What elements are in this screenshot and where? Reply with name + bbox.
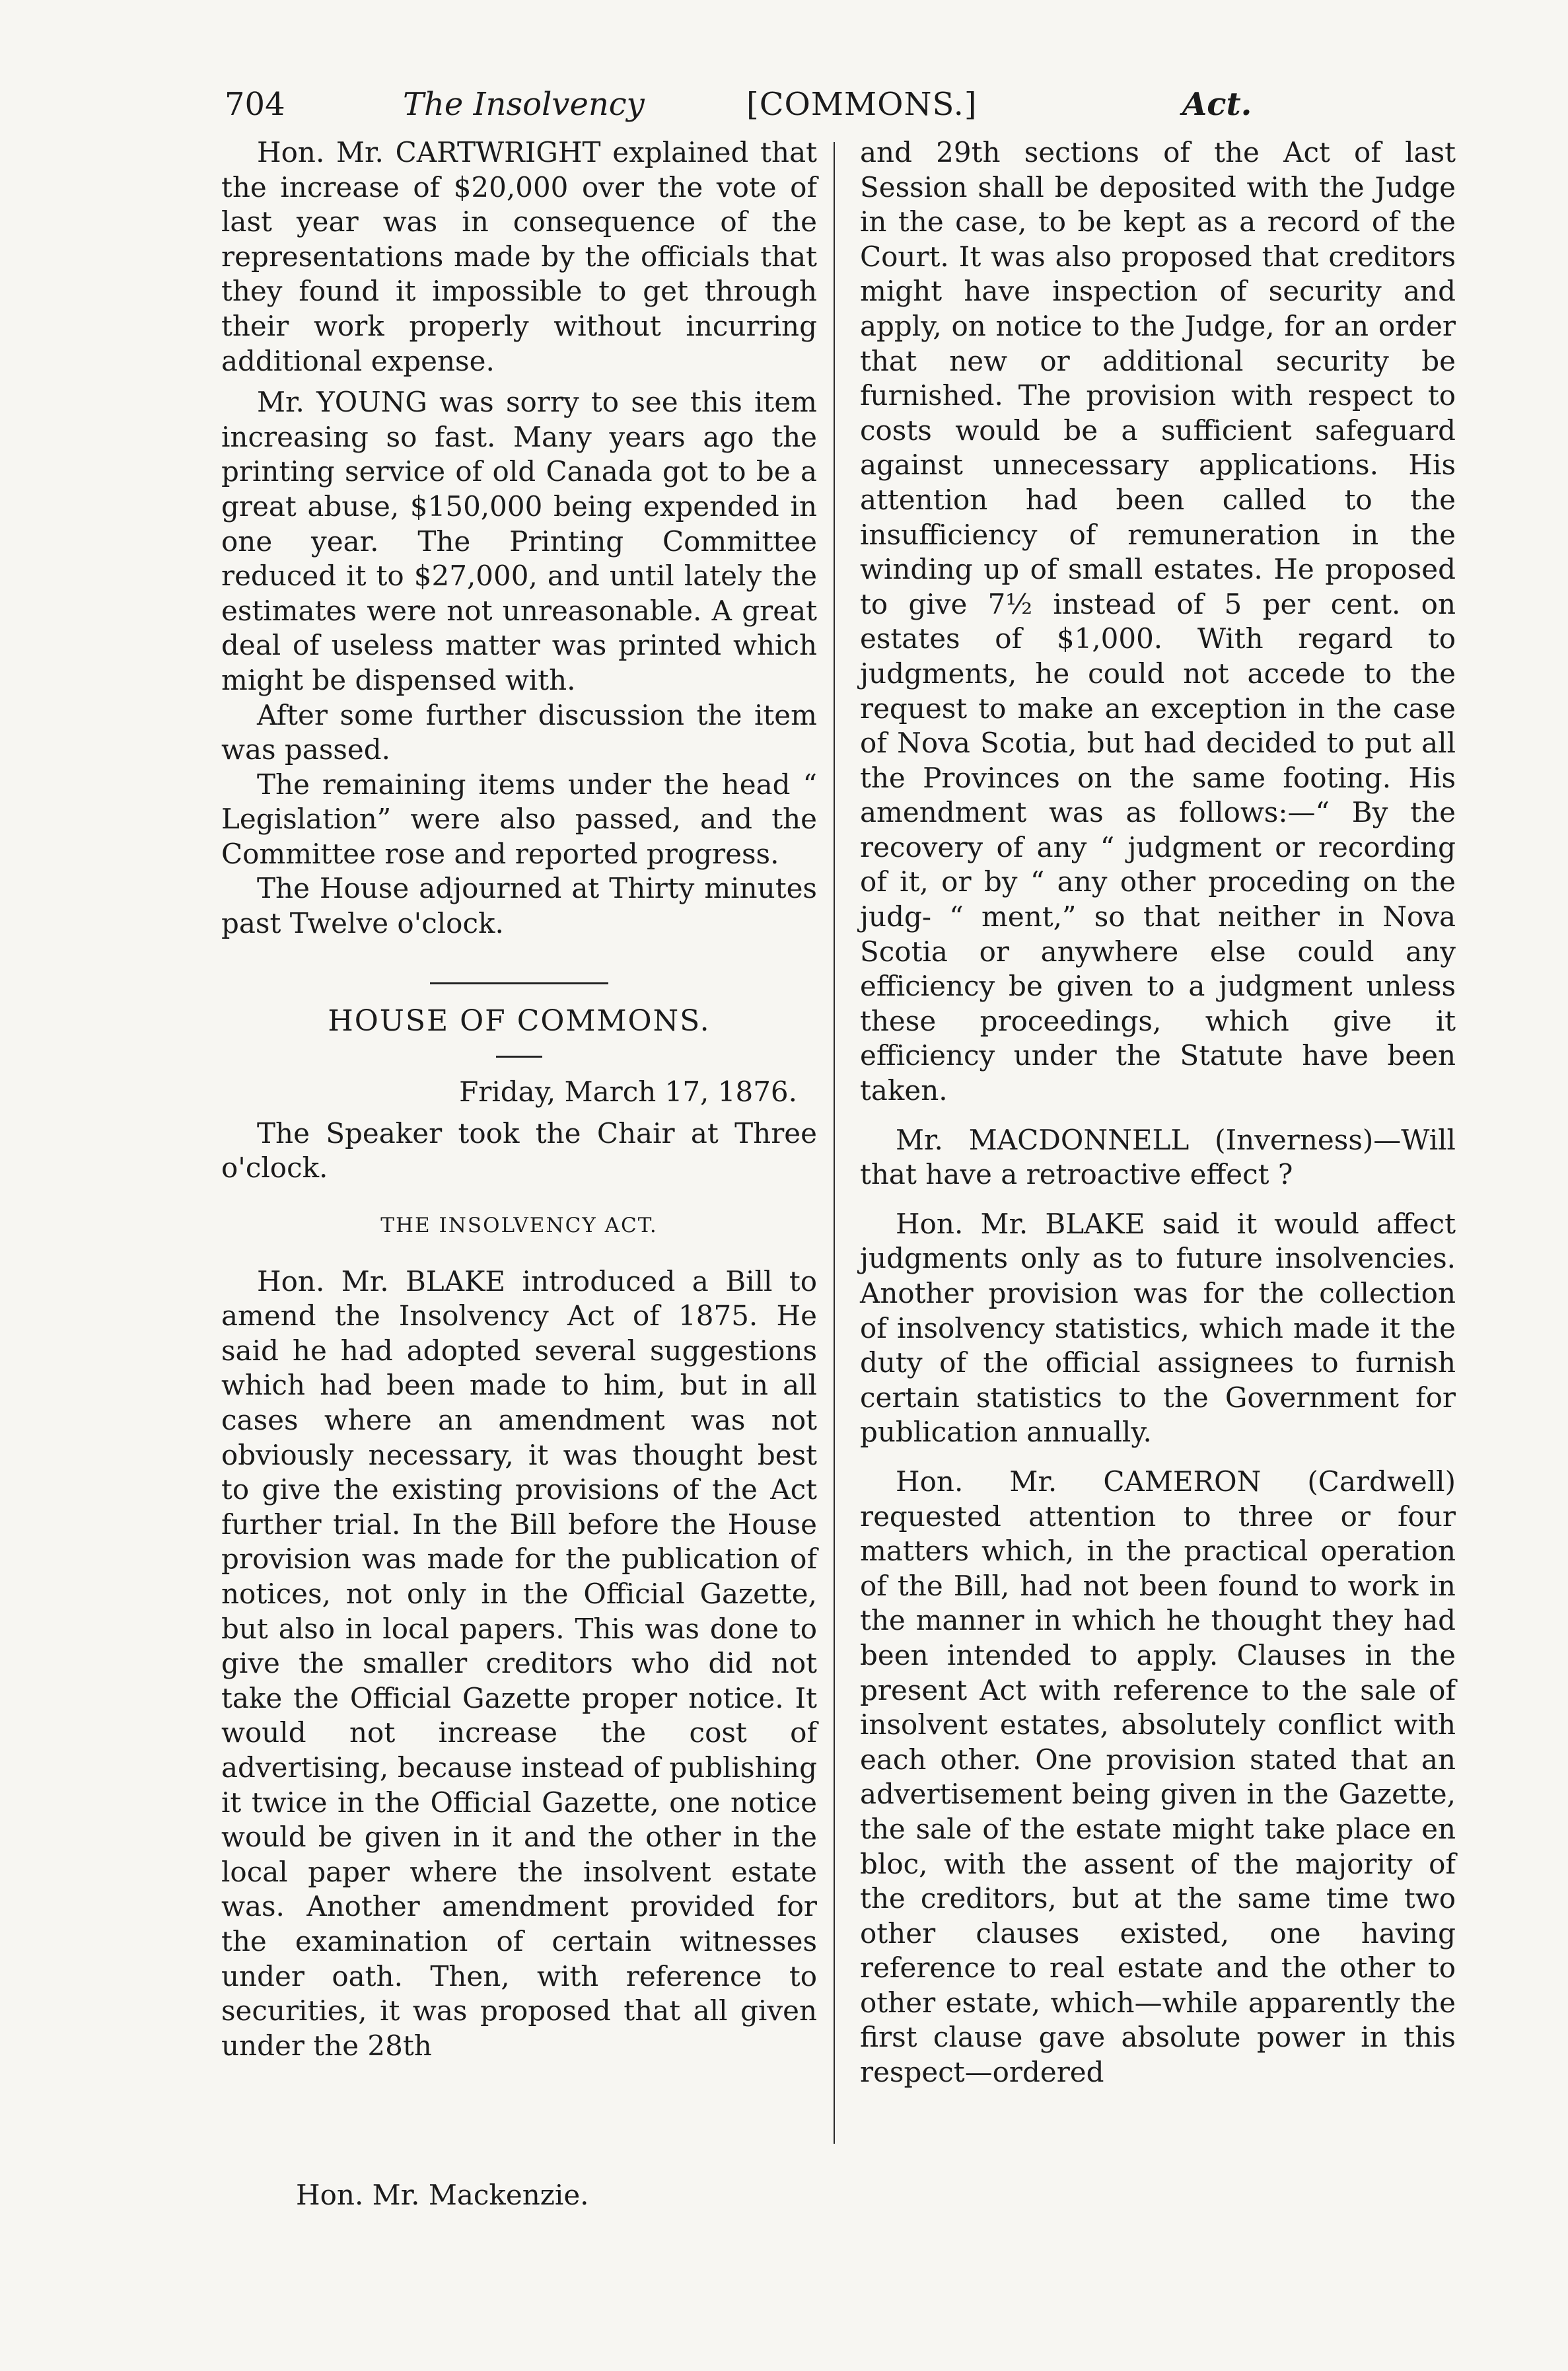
left-column: [221, 135, 817, 2063]
sitting-date: Friday, March 17, 1876.: [459, 1076, 797, 1109]
act-heading: THE INSOLVENCY ACT.: [380, 1214, 658, 1238]
paragraph-blake: Hon. Mr. BLAKE introduced a Bill to amend the Insolvency Act of 1875. He said he had adopted several suggestions which had been made to him, but in all cases where an amendment was not obviously necessary, it was thought best to give the existing provisions of the Act further trial. In the Bill before the House provision was made for the publication of notices, not only in the Official Gazette, but also in local papers. This was done to give the smaller creditors who did not take the Official Gazette proper notice. It would not increase the cost of advertising, because instead of publishing it twice in the Official Gazette, one notice would be given in it and the other in the local paper where the insolvent estate was. Another amendment provided for the examination of certain witnesses under oath. Then, with reference to securities, it was proposed that all given under the 28th: [221, 1264, 817, 2062]
paragraph-discussion: After some further discussion the item was passed.: [221, 698, 817, 766]
page-number: 704: [225, 86, 285, 123]
column-rule: [834, 142, 835, 2144]
paragraph-blake-continued: and 29th sections of the Act of last Session shall be deposited with the Judge in the case, to be kept as a record of the Court. It was also proposed that creditors might have inspection of security and apply, on notice to the Judge, for an order that new or additional security be furnished. The provision with respect to costs would be a sufficient safeguard against unnecessary applications. His attention had been called to the insufficiency of remuneration in the winding up of small estates. He proposed to give 7½ instead of 5 per cent. on estates of $1,000. With regard to judgments, he could not accede to the request to make an exception in the case of Nova Scotia, but had decided to put all the Provinces on the same footing. His amendment was as follows:—“ By the recovery of any “ judgment or recording of it, or by “ any other proceding on the judg- “ ment,” so that neither in Nova Scotia or anywhere else could any efficiency be given to a judgment unless these proceedings, which give it efficiency under the Statute have been taken.: [860, 136, 1456, 1107]
running-header: [225, 78, 1314, 131]
header-house: [COMMONS.]: [746, 86, 978, 123]
paragraph-adjourned: The House adjourned at Thirty minutes past Twelve o'clock.: [221, 872, 817, 940]
paragraph-cartwright: Hon. Mr. CARTWRIGHT explained that the increase of $20,000 over the vote of last year was in consequence of the representations made by the officials that they found it impossible to get through their work properly without incurring additional expense.: [221, 136, 817, 377]
header-act: Act.: [1182, 86, 1252, 123]
house-heading: HOUSE OF COMMONS.: [328, 1003, 711, 1038]
heading-divider: [496, 1056, 542, 1058]
paragraph-speaker: The Speaker took the Chair at Three o'clock.: [221, 1116, 817, 1185]
section-divider: [430, 982, 608, 984]
catchword: Hon. Mr. Mackenzie.: [296, 2179, 589, 2211]
paragraph-young: Mr. YOUNG was sorry to see this item increasing so fast. Many years ago the printing service of old Canada got to be a great abuse, $150,000 being expended in one year. The Printing Committee reduced it to $27,000, and until lately the estimates were not unreasonable. A great deal of useless matter was printed which might be dispensed with.: [221, 386, 817, 696]
header-title: The Insolvency: [403, 86, 645, 123]
paragraph-cameron: Hon. Mr. CAMERON (Cardwell) requested attention to three or four matters which, in the practical operation of the Bill, had not been found to work in the manner in which he thought they had been intended to apply. Clauses in the present Act with reference to the sale of insolvent estates, absolutely conflict with each other. One provision stated that an advertisement being given in the Gazette, the sale of the estate might take place en bloc, with the assent of the majority of the creditors, but at the same time two other clauses existed, one having reference to real estate and the other to other estate, which—while apparently the first clause gave absolute power in this respect—ordered: [860, 1465, 1456, 2089]
paragraph-legislation: The remaining items under the head “ Legislation” were also passed, and the Committee rose and reported progress.: [221, 768, 817, 870]
paragraph-blake-reply: Hon. Mr. BLAKE said it would affect judgments only as to future insolvencies. Another provision was for the collection of insolvency statistics, which made it the duty of the official assignees to furnish certain statistics to the Government for publication annually.: [860, 1207, 1456, 1449]
paragraph-macdonnell: Mr. MACDONNELL (Inverness)—Will that have a retroactive effect ?: [860, 1123, 1456, 1191]
right-column: [860, 135, 1456, 2090]
